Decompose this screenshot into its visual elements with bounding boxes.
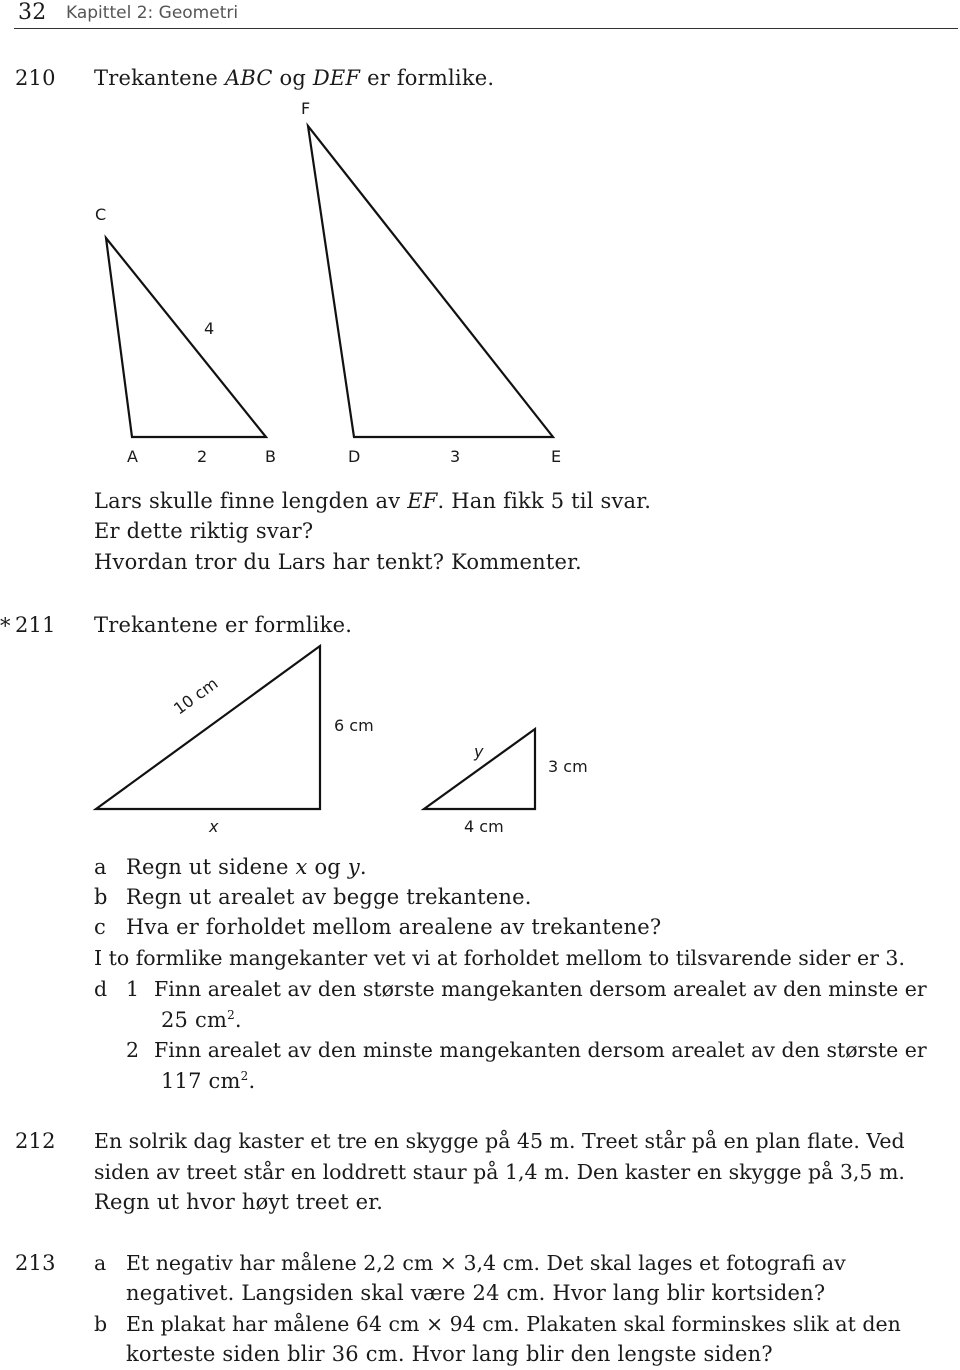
variable-y: y xyxy=(347,855,360,879)
side-label-vert-small: 3 cm xyxy=(548,757,588,776)
side-label-base-large: x xyxy=(209,817,219,836)
side-label-ac: 4 xyxy=(204,319,215,338)
exponent: 2 xyxy=(227,1008,235,1022)
vertex-label-b: B xyxy=(265,447,276,466)
task-text: Hva er forholdet mellom arealene av trekantene? xyxy=(126,915,662,939)
side-label-ab: 2 xyxy=(197,447,208,466)
vertex-label-f: F xyxy=(301,99,311,118)
exercise-210-line2: Er dette riktig svar? xyxy=(94,519,314,543)
triangle-def xyxy=(308,126,553,437)
variable-x: x xyxy=(295,855,308,879)
exercise-212-line2: siden av treet står en loddrett staur på 1,4 m. Den kaster en skygge på 3,5 m. xyxy=(94,1160,905,1184)
task-text: Finn arealet av den største mangekanten dersom arealet av den minste er xyxy=(154,977,927,1001)
task-text: Et negativ har målene 2,2 cm × 3,4 cm. Det skal lages et fotografi av xyxy=(126,1251,846,1275)
exercise-number-210: 210 xyxy=(15,66,56,90)
task-213b-line2: korteste siden blir 36 cm. Hvor lang blir den lengste siden? xyxy=(126,1342,773,1366)
side-label-de: 3 xyxy=(450,447,461,466)
intro-text: er formlike. xyxy=(360,66,495,90)
exponent: 2 xyxy=(240,1069,249,1083)
triangle-def-label: DEF xyxy=(312,66,361,90)
exercise-number-211: 211 xyxy=(15,613,56,637)
difficulty-star: * xyxy=(0,614,11,638)
task-211d1-value xyxy=(161,1008,242,1032)
triangle-small xyxy=(424,729,535,809)
exercise-210-line3: Hvordan tror du Lars har tenkt? Kommenter. xyxy=(94,550,582,574)
task-213a-line2: negativet. Langsiden skal være 24 cm. Hvor lang blir kortsiden? xyxy=(126,1281,826,1305)
subtask-number: 2 xyxy=(126,1038,140,1062)
side-label-hyp-small: y xyxy=(474,742,484,761)
line-text: Lars skulle finne lengden av xyxy=(94,489,408,513)
punct: . xyxy=(248,1069,256,1093)
task-211d1 xyxy=(94,977,927,1001)
vertex-label-d: D xyxy=(348,447,361,466)
intro-text: og xyxy=(272,66,313,90)
exercise-210-line1 xyxy=(94,489,651,513)
triangle-abc-label: ABC xyxy=(224,66,273,90)
segment-ef-label: EF xyxy=(407,489,438,513)
task-211d2 xyxy=(126,1038,927,1062)
exercise-number-213: 213 xyxy=(15,1251,56,1275)
task-text: Finn arealet av den minste mangekanten dersom arealet av den største er xyxy=(154,1038,927,1062)
task-text: Regn ut arealet av begge trekantene. xyxy=(126,885,532,909)
side-label-vert-large: 6 cm xyxy=(334,716,374,735)
chapter-title: Kapittel 2: Geometri xyxy=(66,3,239,23)
punct: . xyxy=(234,1008,242,1032)
task-text: og xyxy=(307,855,348,879)
task-letter: d xyxy=(94,977,108,1001)
task-text: En plakat har målene 64 cm × 94 cm. Plakaten skal forminskes slik at den xyxy=(126,1312,901,1336)
intro-text: Trekantene xyxy=(94,66,225,90)
vertex-label-e: E xyxy=(551,447,562,466)
task-letter: b xyxy=(94,1312,108,1336)
info-text-211: I to formlike mangekanter vet vi at forholdet mellom to tilsvarende sider er 3. xyxy=(94,946,905,970)
task-letter: b xyxy=(94,885,108,909)
triangle-large xyxy=(96,646,320,809)
side-label-base-small: 4 cm xyxy=(464,817,504,836)
task-213a xyxy=(94,1251,846,1275)
task-211d2-value xyxy=(161,1069,255,1093)
exercise-212-line3: Regn ut hvor høyt treet er. xyxy=(94,1190,384,1214)
side-label-hyp-large: 10 cm xyxy=(170,673,222,719)
area-value: 117 cm xyxy=(161,1069,241,1093)
subtask-number: 1 xyxy=(126,977,140,1001)
task-letter: c xyxy=(94,915,106,939)
line-text: . Han fikk 5 til svar. xyxy=(437,489,652,513)
vertex-label-c: C xyxy=(95,205,107,224)
area-value: 25 cm xyxy=(161,1008,228,1032)
page-number: 32 xyxy=(18,0,47,25)
task-text: . xyxy=(359,855,367,879)
exercise-211-intro: Trekantene er formlike. xyxy=(94,613,353,637)
task-text: Regn ut sidene xyxy=(126,855,296,879)
task-211c xyxy=(94,915,661,939)
exercise-number-212: 212 xyxy=(15,1129,56,1153)
task-211a xyxy=(94,855,367,879)
task-213b xyxy=(94,1312,901,1336)
task-211b xyxy=(94,885,532,909)
task-letter: a xyxy=(94,855,107,879)
triangle-abc xyxy=(106,238,266,437)
exercise-212-line1: En solrik dag kaster et tre en skygge på 45 m. Treet står på en plan flate. Ved xyxy=(94,1129,905,1153)
task-letter: a xyxy=(94,1251,107,1275)
vertex-label-a: A xyxy=(127,447,138,466)
